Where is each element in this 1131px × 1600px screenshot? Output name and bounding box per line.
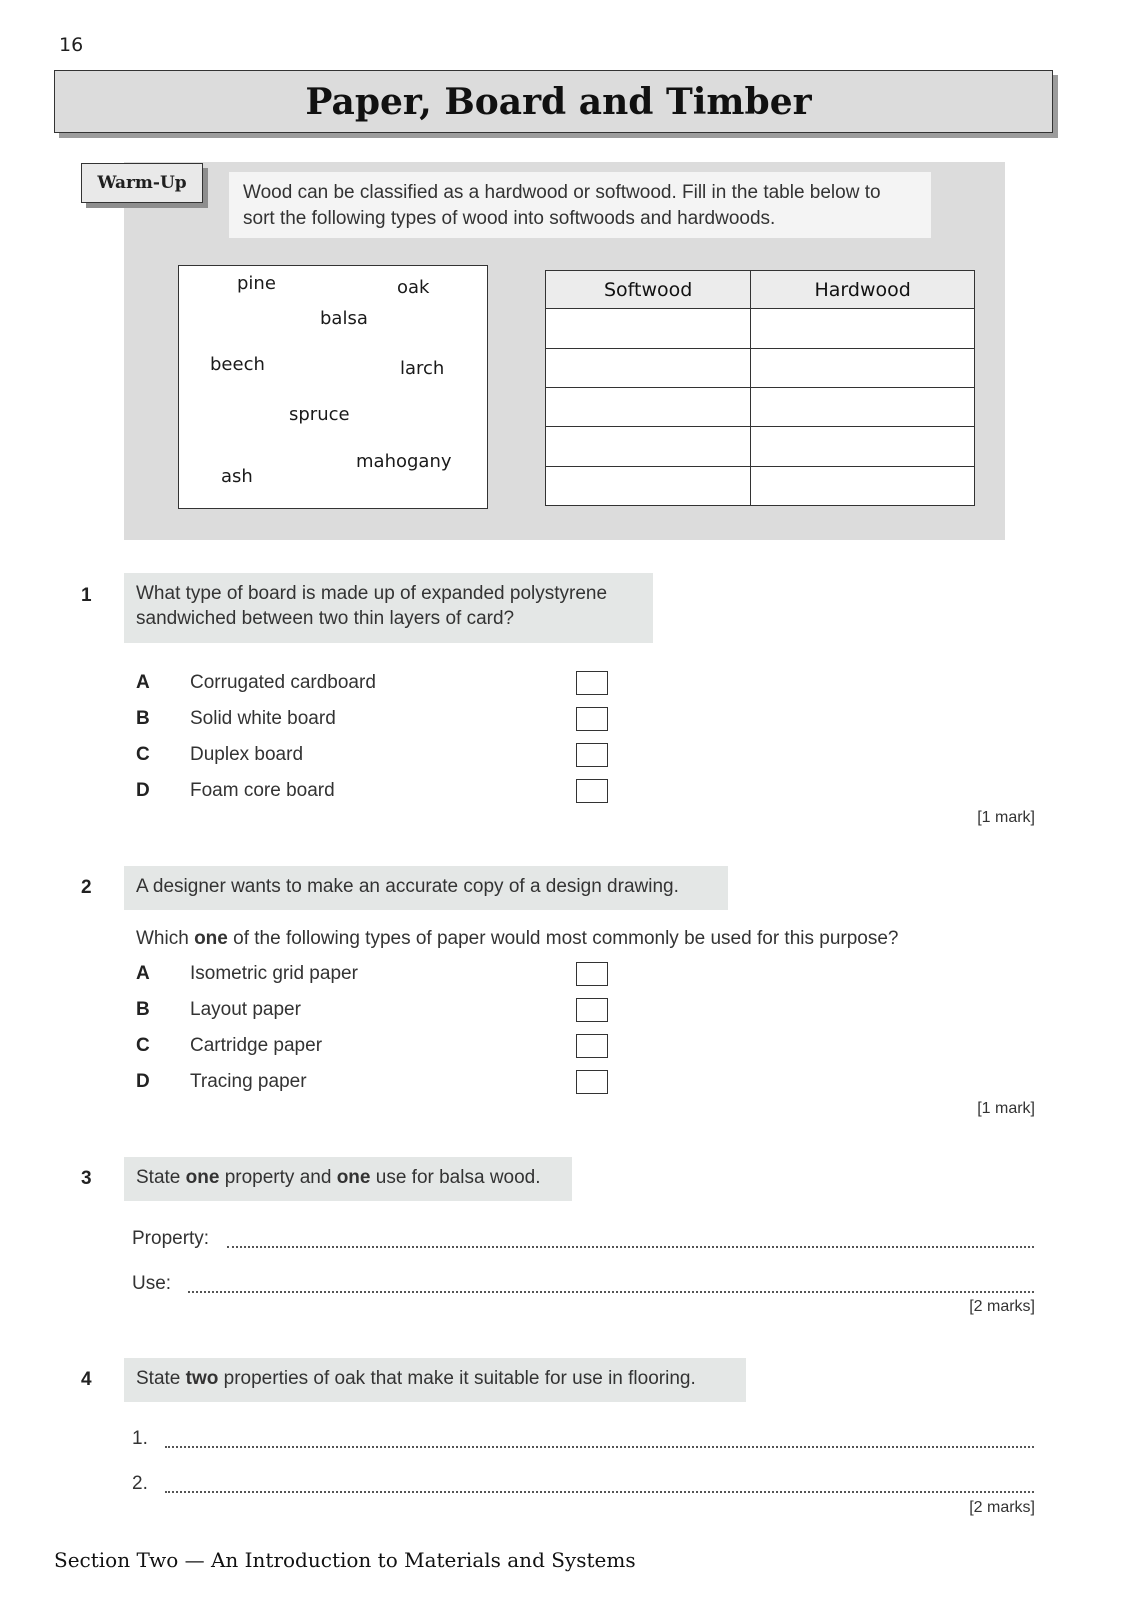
word-bank	[178, 265, 488, 509]
use-label: Use:	[132, 1273, 172, 1294]
q1-option-c-letter: C	[136, 744, 150, 765]
title-banner	[54, 70, 1053, 133]
question-1-number: 1	[81, 585, 92, 606]
q1-option-b-checkbox[interactable]	[576, 707, 608, 731]
question-4-text: State two properties of oak that make it suitable for use in flooring.	[124, 1358, 746, 1402]
q1-marks: [1 mark]	[977, 809, 1035, 826]
table-cell[interactable]	[546, 427, 751, 466]
q2-marks: [1 mark]	[977, 1100, 1035, 1117]
answer-2-line[interactable]	[165, 1491, 1034, 1493]
table-cell[interactable]	[546, 309, 751, 348]
q1-option-d-text: Foam core board	[190, 780, 335, 801]
q2-option-d-checkbox[interactable]	[576, 1070, 608, 1094]
warm-up-tag: Warm-Up	[81, 163, 203, 203]
q2-option-d-letter: D	[136, 1071, 150, 1092]
word-oak: oak	[397, 277, 430, 298]
word-balsa: balsa	[320, 308, 368, 329]
q1-option-c-text: Duplex board	[190, 744, 304, 765]
page-number: 16	[59, 34, 84, 56]
question-2-text: A designer wants to make an accurate copy of a design drawing.	[124, 866, 728, 910]
table-cell[interactable]	[546, 348, 751, 387]
table-cell[interactable]	[751, 427, 975, 466]
table-cell[interactable]	[751, 466, 975, 505]
property-label: Property:	[132, 1228, 210, 1249]
q2-option-b-text: Layout paper	[190, 999, 301, 1020]
property-answer-line[interactable]	[227, 1246, 1034, 1248]
wood-sort-table	[545, 270, 975, 506]
table-cell[interactable]	[751, 387, 975, 426]
q1-option-d-checkbox[interactable]	[576, 779, 608, 803]
word-ash: ash	[221, 466, 253, 487]
q2-option-c-checkbox[interactable]	[576, 1034, 608, 1058]
q2-option-b-letter: B	[136, 999, 150, 1020]
use-answer-line[interactable]	[188, 1291, 1034, 1293]
q1-option-a-text: Corrugated cardboard	[190, 672, 376, 693]
answer-1-line[interactable]	[165, 1446, 1034, 1448]
section-footer: Section Two — An Introduction to Materials and Systems	[54, 1548, 636, 1572]
q4-marks: [2 marks]	[969, 1499, 1035, 1516]
question-2-number: 2	[81, 877, 92, 898]
q2-option-c-text: Cartridge paper	[190, 1035, 323, 1056]
q2-option-a-text: Isometric grid paper	[190, 963, 358, 984]
softwood-header: Softwood	[546, 271, 751, 309]
q2-option-a-letter: A	[136, 963, 150, 984]
q2-option-b-checkbox[interactable]	[576, 998, 608, 1022]
question-1-text: What type of board is made up of expanded polystyrene sandwiched between two thin layers of card?	[124, 573, 653, 643]
q1-option-b-letter: B	[136, 708, 150, 729]
word-spruce: spruce	[289, 404, 350, 425]
hardwood-header: Hardwood	[751, 271, 975, 309]
q1-option-c-checkbox[interactable]	[576, 743, 608, 767]
table-cell[interactable]	[546, 387, 751, 426]
warm-up-instruction: Wood can be classified as a hardwood or softwood. Fill in the table below to sort the following types of wood into softwoods and hardwoods.	[229, 172, 931, 238]
question-3-number: 3	[81, 1168, 92, 1189]
table-cell[interactable]	[751, 348, 975, 387]
q3-marks: [2 marks]	[969, 1298, 1035, 1315]
q1-option-a-checkbox[interactable]	[576, 671, 608, 695]
word-mahogany: mahogany	[356, 451, 452, 472]
question-4-number: 4	[81, 1369, 92, 1390]
page-title: Paper, Board and Timber	[305, 80, 812, 123]
q2-option-c-letter: C	[136, 1035, 150, 1056]
table-cell[interactable]	[546, 466, 751, 505]
q2-option-a-checkbox[interactable]	[576, 962, 608, 986]
word-pine: pine	[237, 273, 276, 294]
word-larch: larch	[400, 358, 445, 379]
word-beech: beech	[210, 354, 265, 375]
answer-1-label: 1.	[132, 1428, 148, 1449]
table-cell[interactable]	[751, 309, 975, 348]
q1-option-a-letter: A	[136, 672, 150, 693]
answer-2-label: 2.	[132, 1473, 148, 1494]
q2-option-d-text: Tracing paper	[190, 1071, 307, 1092]
q1-option-b-text: Solid white board	[190, 708, 336, 729]
question-3-text: State one property and one use for balsa wood.	[124, 1157, 572, 1201]
question-2-prompt: Which one of the following types of paper would most commonly be used for this purpose?	[136, 928, 899, 949]
q1-option-d-letter: D	[136, 780, 150, 801]
